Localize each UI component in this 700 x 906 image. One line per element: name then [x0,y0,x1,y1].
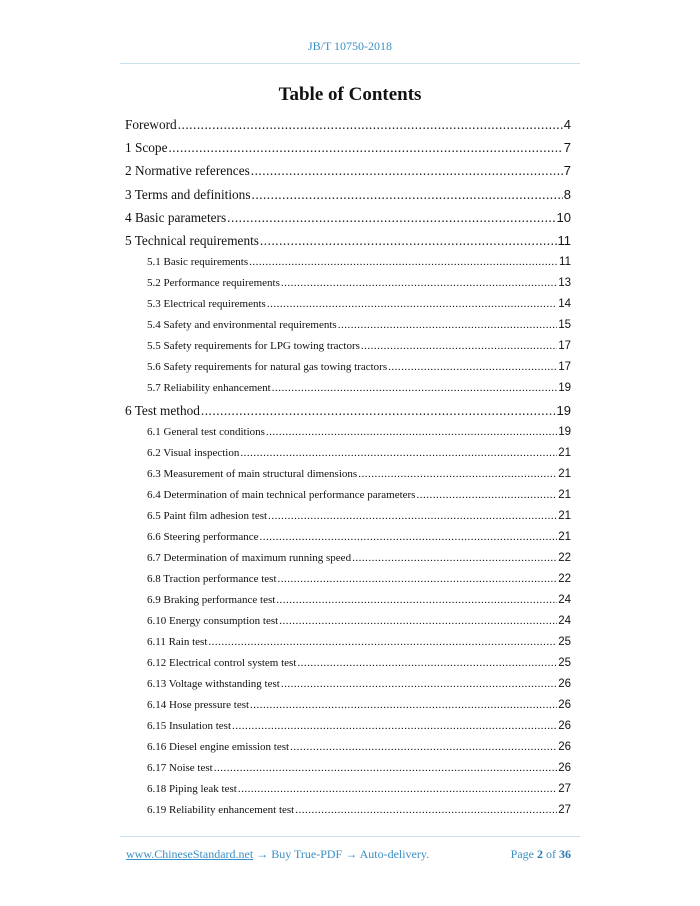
toc-entry[interactable] [125,552,571,573]
toc-entry-label: 6.4 Determination of main technical performance parameters [147,489,416,502]
page-footer [126,847,571,862]
toc-entry[interactable] [125,720,571,741]
toc-entry-page: 27 [558,804,571,817]
dot-leader [259,531,557,543]
toc-entry-label: 5 Technical requirements [125,232,259,248]
toc-entry-page: 14 [558,298,571,311]
toc-entry-label: 6.14 Hose pressure test [147,699,250,712]
dot-leader [388,361,557,373]
toc-entry-page: 24 [558,615,571,628]
toc-entry[interactable] [125,531,571,552]
toc-entry-label: 6.2 Visual inspection [147,447,240,460]
toc-entry-page: 26 [558,762,571,775]
toc-entry[interactable] [125,233,571,256]
dot-leader [416,489,557,501]
dot-leader [201,403,556,419]
toc-entry-label: 6.6 Steering performance [147,531,259,544]
toc-entry[interactable] [125,340,571,361]
toc-entry-label: 5.6 Safety requirements for natural gas towing tractors [147,361,388,374]
toc-entry-page: 26 [558,720,571,733]
toc-entry[interactable] [125,636,571,657]
toc-entry-page: 26 [558,678,571,691]
toc-entry-page: 26 [558,741,571,754]
toc-entry-page: 21 [558,489,571,502]
toc-entry[interactable] [125,741,571,762]
toc-entry-label: 6.9 Braking performance test [147,594,276,607]
dot-leader [251,163,563,179]
toc-entry-page: 21 [558,468,571,481]
dot-leader [352,552,557,564]
toc-entry-page: 10 [556,209,571,225]
toc-entry-page: 17 [558,340,571,353]
toc-entry-label: 6.18 Piping leak test [147,783,237,796]
toc-entry-page: 27 [558,783,571,796]
website-link[interactable]: www.ChineseStandard.net [126,847,254,861]
toc-entry-page: 11 [557,232,571,248]
dot-leader [238,783,557,795]
toc-entry[interactable] [125,187,571,210]
toc-entry[interactable] [125,426,571,447]
current-page: 2 [537,847,543,861]
dot-leader [214,762,558,774]
toc-entry[interactable] [125,594,571,615]
dot-leader [295,804,557,816]
toc-entry[interactable] [125,615,571,636]
dot-leader [281,678,557,690]
toc-entry[interactable] [125,804,571,825]
toc-entry-label: 6.17 Noise test [147,762,213,775]
toc-entry-label: 6.13 Voltage withstanding test [147,678,280,691]
toc-entry[interactable] [125,489,571,510]
dot-leader [252,187,563,203]
toc-entry-label: 6.16 Diesel engine emission test [147,741,290,754]
toc-entry-page: 26 [558,699,571,712]
dot-leader [290,741,557,753]
toc-entry[interactable] [125,657,571,678]
dot-leader [232,720,557,732]
toc-entry[interactable] [125,163,571,186]
toc-entry-label: 6.15 Insulation test [147,720,232,733]
toc-entry-label: 6.11 Rain test [147,636,208,649]
dot-leader [260,233,557,249]
toc-entry-page: 19 [558,382,571,395]
toc-entry-page: 13 [558,277,571,290]
dot-leader [267,298,557,310]
toc-entry-label: 4 Basic parameters [125,209,227,225]
toc-entry-page: 15 [558,319,571,332]
toc-entry-label: 6.12 Electrical control system test [147,657,297,670]
toc-entry-page: 22 [558,552,571,565]
toc-entry[interactable] [125,510,571,531]
dot-leader [227,210,555,226]
toc-entry-page: 22 [558,573,571,586]
toc-entry-label: 5.5 Safety requirements for LPG towing tractors [147,340,360,353]
toc-entry-page: 17 [558,361,571,374]
toc-entry-label: 1 Scope [125,140,168,156]
toc-entry[interactable] [125,298,571,319]
toc-entry[interactable] [125,699,571,720]
page-indicator [511,847,571,862]
toc-entry-label: 6.10 Energy consumption test [147,615,279,628]
toc-entry-label: 6.5 Paint film adhesion test [147,510,268,523]
toc-entry-label: 6.7 Determination of maximum running speed [147,552,352,565]
toc-entry-page: 25 [558,636,571,649]
dot-leader [338,319,558,331]
toc-entry-page: 19 [558,426,571,439]
toc-entry-page: 4 [563,117,571,132]
dot-leader [250,699,557,711]
dot-leader [168,140,562,156]
of-word: of [546,847,556,861]
table-of-contents [125,117,571,825]
toc-entry-page: 7 [563,140,571,156]
toc-entry-page: 21 [558,531,571,544]
toc-entry[interactable] [125,117,571,140]
dot-leader [361,340,557,352]
toc-entry[interactable] [125,277,571,298]
toc-entry-label: 6.19 Reliability enhancement test [147,804,295,817]
toc-entry-label: 2 Normative references [125,163,250,179]
toc-entry-page: 25 [558,657,571,670]
toc-entry[interactable] [125,678,571,699]
dot-leader [268,510,557,522]
toc-entry-label: 3 Terms and definitions [125,186,251,202]
toc-entry[interactable] [125,447,571,468]
dot-leader [266,426,557,438]
toc-entry-page: 21 [558,510,571,523]
toc-entry-label: 5.1 Basic requirements [147,256,249,269]
toc-entry-label: 5.4 Safety and environmental requirements [147,319,337,332]
toc-entry[interactable] [125,140,571,163]
header-divider [120,63,580,64]
toc-entry-label: 6.1 General test conditions [147,426,265,439]
dot-leader [278,573,558,585]
toc-entry-label: 6.8 Traction performance test [147,573,277,586]
toc-entry-label: 5.7 Reliability enhancement [147,382,271,395]
toc-entry-page: 11 [559,256,571,269]
dot-leader [358,468,557,480]
toc-entry[interactable] [125,468,571,489]
toc-entry[interactable] [125,573,571,594]
toc-entry[interactable] [125,319,571,340]
dot-leader [279,615,557,627]
toc-entry[interactable] [125,783,571,804]
dot-leader [272,382,557,394]
total-pages: 36 [559,847,571,861]
dot-leader [240,447,557,459]
toc-entry-label: 6 Test method [125,403,200,419]
toc-entry[interactable] [125,210,571,233]
dot-leader [249,256,558,268]
footer-divider [120,836,580,837]
dot-leader [208,636,557,648]
footer-text: → Buy True-PDF → Auto-delivery. [253,847,430,861]
toc-entry[interactable] [125,382,571,403]
toc-entry[interactable] [125,762,571,783]
toc-entry-label: Foreword [125,117,177,132]
toc-entry-page: 8 [563,186,571,202]
toc-entry-page: 24 [558,594,571,607]
dot-leader [178,117,563,133]
dot-leader [297,657,557,669]
toc-entry-page: 21 [558,447,571,460]
document-code-header: JB/T 10750-2018 [307,39,393,53]
toc-entry-label: 5.3 Electrical requirements [147,298,266,311]
toc-entry-label: 6.3 Measurement of main structural dimensions [147,468,358,481]
toc-entry-page: 19 [556,403,571,419]
toc-entry[interactable] [125,361,571,382]
dot-leader [281,277,557,289]
toc-entry[interactable] [125,403,571,426]
toc-entry[interactable] [125,256,571,277]
page-title: Table of Contents [278,84,422,105]
dot-leader [276,594,557,606]
page-word: Page [510,847,534,861]
toc-entry-label: 5.2 Performance requirements [147,277,280,290]
toc-entry-page: 7 [563,163,571,179]
